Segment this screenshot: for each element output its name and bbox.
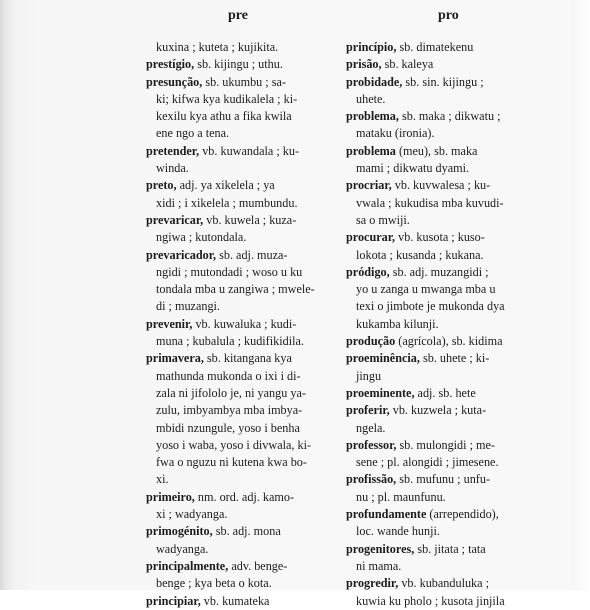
entry-text: jingu — [356, 368, 382, 383]
entry-text: benge ; kya beta o kota. — [156, 576, 272, 591]
entry-text: loc. wande hunji. — [356, 524, 440, 539]
dictionary-line — [346, 264, 556, 281]
entry-headword: produção — [346, 334, 396, 349]
dictionary-line — [346, 454, 556, 471]
dictionary-line — [346, 247, 556, 264]
dictionary-line — [146, 247, 358, 264]
running-head-right: pro — [438, 8, 459, 23]
entry-text: fwa o nguzu ni kutena kwa bo- — [156, 455, 307, 470]
dictionary-line — [146, 143, 358, 160]
dictionary-line — [146, 558, 358, 575]
entry-text: vb. kusota ; kuso- — [395, 230, 485, 245]
dictionary-line — [146, 385, 358, 402]
entry-text: wadyanga. — [156, 541, 209, 556]
entry-text: mami ; dikwatu dyami. — [356, 161, 470, 176]
entry-headword: profissão, — [346, 472, 397, 487]
entry-headword: primavera, — [146, 351, 204, 366]
entry-text: vb. kubanduluka ; — [398, 576, 489, 591]
dictionary-line — [346, 91, 556, 108]
entry-headword: preto, — [146, 178, 177, 193]
entry-text: mathunda mukonda o ixi i di- — [156, 368, 301, 383]
entry-headword: primeiro, — [146, 489, 195, 504]
dictionary-line — [146, 298, 358, 315]
entry-text: adj. sb. hete — [414, 385, 476, 400]
entry-text: sb. adj. muza- — [216, 247, 288, 262]
dictionary-line — [146, 523, 358, 540]
entry-headword: procurar, — [346, 230, 396, 245]
dictionary-line — [346, 593, 556, 610]
dictionary-line — [346, 420, 556, 437]
entry-text: zulu, imbyambya mba imbya- — [156, 403, 303, 418]
dictionary-line — [146, 177, 358, 194]
dictionary-line — [346, 471, 556, 488]
entry-text: ngiwa ; kutondala. — [156, 230, 247, 245]
entry-headword: proeminente, — [346, 385, 415, 400]
dictionary-line — [346, 160, 556, 177]
entry-headword: pretender, — [146, 143, 200, 158]
dictionary-line — [146, 350, 358, 367]
entry-headword: pródigo, — [346, 264, 390, 279]
dictionary-line — [346, 558, 556, 575]
entry-text: mbidi nzungule, yoso i benha — [156, 420, 300, 435]
entry-text: ene ngo a tena. — [156, 126, 230, 141]
entry-text: xidi ; i xikelela ; mumbundu. — [156, 195, 298, 210]
left-column — [146, 39, 358, 610]
entry-text: sb. kaleya — [381, 57, 434, 72]
entry-headword: professor, — [346, 437, 397, 452]
entry-text: uhete. — [356, 91, 386, 106]
dictionary-line — [346, 39, 556, 56]
dictionary-line — [146, 489, 358, 506]
dictionary-line — [346, 56, 556, 73]
entry-headword: procriar, — [346, 178, 392, 193]
dictionary-line — [346, 350, 556, 367]
dictionary-line — [346, 212, 556, 229]
entry-text: vb. kuvwalesa ; ku- — [391, 178, 491, 193]
entry-text: lokota ; kusanda ; kukana. — [356, 247, 484, 262]
entry-text: xi ; wadyanga. — [156, 507, 228, 522]
dictionary-line — [346, 298, 556, 315]
dictionary-line — [146, 229, 358, 246]
entry-headword: problema, — [346, 109, 399, 124]
entry-headword: principalmente, — [146, 558, 229, 573]
dictionary-line — [146, 264, 358, 281]
dictionary-line — [146, 91, 358, 108]
entry-text: sb. kijingu ; uthu. — [194, 57, 283, 72]
entry-headword: presunção, — [146, 74, 203, 89]
running-head-left: pre — [228, 8, 248, 23]
entry-text: nm. ord. adj. kamo- — [194, 489, 295, 504]
entry-text: ngidi ; mutondadi ; woso u ku — [156, 264, 303, 279]
entry-text: di ; muzangi. — [156, 299, 220, 314]
dictionary-line — [346, 143, 556, 160]
entry-headword: proferir, — [346, 403, 390, 418]
dictionary-line — [346, 108, 556, 125]
entry-text: xi. — [156, 472, 169, 487]
entry-headword: prevaricar, — [146, 212, 204, 227]
entry-headword: proeminência, — [346, 351, 420, 366]
dictionary-line — [346, 523, 556, 540]
entry-text: (arrependido), — [426, 507, 499, 522]
entry-text: vb. kuwela ; kuza- — [203, 212, 297, 227]
entry-headword: prevenir, — [146, 316, 193, 331]
entry-headword: principiar, — [146, 593, 201, 608]
dictionary-line — [146, 212, 358, 229]
entry-headword: profundamente — [346, 507, 427, 522]
entry-text: yo u zanga u mwanga mba u — [356, 282, 496, 297]
dictionary-line — [146, 402, 358, 419]
entry-text: sb. dimatekenu — [396, 40, 474, 54]
entry-text: sb. adj. mona — [212, 524, 281, 539]
entry-text: kukamba kilunji. — [356, 316, 439, 331]
entry-text: vwala ; kukudisa mba kuvudi- — [356, 195, 504, 210]
dictionary-line — [146, 420, 358, 437]
entry-text: ngela. — [356, 420, 386, 435]
dictionary-line — [146, 160, 358, 177]
entry-headword: princípio, — [346, 40, 397, 54]
entry-text: sb. uhete ; ki- — [419, 351, 490, 366]
entry-headword: prevaricador, — [146, 247, 217, 262]
dictionary-line — [346, 316, 556, 333]
dictionary-line — [346, 195, 556, 212]
entry-text: ki; kifwa kya kudikalela ; ki- — [156, 91, 298, 106]
entry-text: sb. mufunu ; unfu- — [396, 472, 491, 487]
entry-text: sene ; pl. alongidi ; jimesene. — [356, 455, 499, 470]
entry-text: adv. benge- — [228, 558, 288, 573]
dictionary-line — [146, 471, 358, 488]
dictionary-line — [146, 316, 358, 333]
dictionary-line — [346, 74, 556, 91]
dictionary-line — [146, 74, 358, 91]
entry-headword: problema — [346, 143, 396, 158]
entry-text: sb. adj. muzangidi ; — [389, 264, 489, 279]
entry-text: sb. mulongidi ; me- — [396, 437, 495, 452]
dictionary-line — [346, 506, 556, 523]
entry-text: sb. kitangana kya — [203, 351, 292, 366]
dictionary-line — [146, 541, 358, 558]
dictionary-line — [346, 489, 556, 506]
dictionary-line — [146, 56, 358, 73]
entry-text: kuwia ku pholo ; kusota jinjila — [356, 593, 505, 608]
entry-headword: prestígio, — [146, 57, 195, 72]
entry-text: (meu), sb. maka — [395, 143, 478, 158]
entry-text: zala ni jifololo je, ni yangu ya- — [156, 385, 306, 400]
dictionary-line — [146, 454, 358, 471]
entry-headword: probidade, — [346, 74, 403, 89]
entry-text: kuxina ; kuteta ; kujikita. — [156, 40, 279, 54]
dictionary-line — [346, 541, 556, 558]
entry-text: vb. kumateka — [200, 593, 270, 608]
entry-text: ni mama. — [356, 558, 402, 573]
dictionary-line — [146, 437, 358, 454]
entry-text: vb. kuzwela ; kuta- — [389, 403, 487, 418]
dictionary-line — [146, 108, 358, 125]
dictionary-line — [346, 281, 556, 298]
entry-text: (agrícola), sb. kidima — [395, 334, 503, 349]
entry-text: nu ; pl. maunfunu. — [356, 489, 446, 504]
entry-text: tondala mba u zangiwa ; mwele- — [156, 282, 315, 297]
dictionary-line — [346, 437, 556, 454]
entry-text: sa o mwiji. — [356, 212, 410, 227]
entry-text: kexilu kya athu a fika kwila — [156, 109, 292, 124]
entry-headword: prisão, — [346, 57, 382, 72]
entry-text: sb. sin. kijingu ; — [402, 74, 484, 89]
entry-text: adj. ya xikelela ; ya — [176, 178, 275, 193]
entry-text: yoso i waba, yoso i divwala, ki- — [156, 437, 312, 452]
dictionary-line — [146, 281, 358, 298]
entry-text: winda. — [156, 161, 189, 176]
dictionary-line — [346, 229, 556, 246]
dictionary-line — [146, 506, 358, 523]
entry-text: sb. jitata ; tata — [414, 541, 486, 556]
entry-headword: progredir, — [346, 576, 399, 591]
entry-headword: primogénito, — [146, 524, 213, 539]
dictionary-line — [346, 385, 556, 402]
dictionary-line — [346, 333, 556, 350]
entry-text: vb. kuwandala ; ku- — [199, 143, 300, 158]
right-column — [346, 39, 556, 610]
dictionary-line — [346, 125, 556, 142]
entry-text: mataku (ironia). — [356, 126, 435, 141]
dictionary-line — [146, 125, 358, 142]
entry-text: sb. maka ; dikwatu ; — [398, 109, 501, 124]
dictionary-line — [346, 177, 556, 194]
dictionary-line — [146, 368, 358, 385]
dictionary-line — [146, 39, 358, 56]
page-edge — [572, 0, 590, 590]
dictionary-line — [346, 402, 556, 419]
entry-headword: progenitores, — [346, 541, 415, 556]
entry-text: muna ; kubalula ; kudifikidila. — [156, 334, 304, 349]
dictionary-line — [146, 195, 358, 212]
dictionary-line — [146, 593, 358, 610]
entry-text: vb. kuwaluka ; kudi- — [192, 316, 297, 331]
entry-text: texi o jimbote je mukonda dya — [356, 299, 505, 314]
dictionary-line — [346, 368, 556, 385]
entry-text: sb. ukumbu ; sa- — [202, 74, 286, 89]
dictionary-line — [146, 333, 358, 350]
